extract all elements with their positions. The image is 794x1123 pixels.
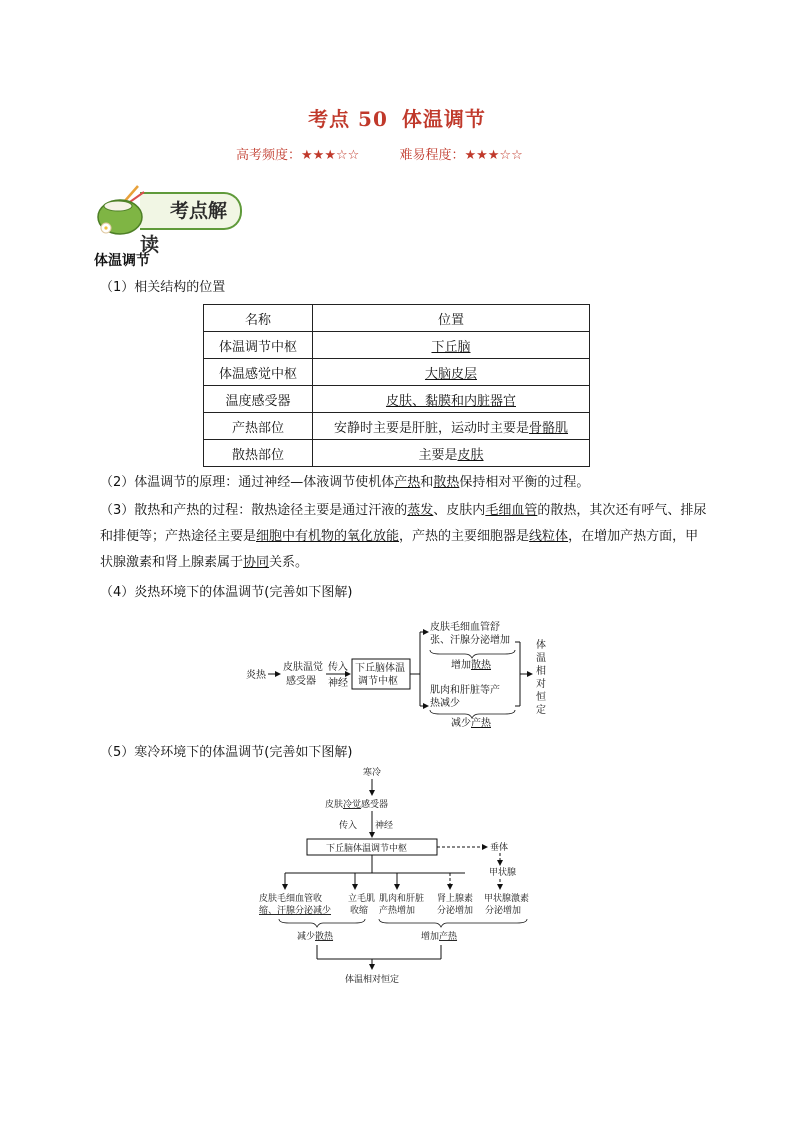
coconut-icon [94,184,150,236]
table-header-cell: 名称 [204,305,313,332]
cold-effect5-line2: 分泌增加 [485,906,522,916]
section-title: 体温调节 [94,253,150,269]
hot-result-char: 恒 [536,692,546,703]
answer-text: 大脑皮层 [424,366,477,382]
structure-table [203,304,590,467]
hot-result-char: 对 [536,679,546,690]
hot-effect2-line1: 肌肉和肝脏等产 [430,685,500,696]
hot-result-char: 定 [536,705,546,716]
cold-effect2-line2: 收缩 [350,906,369,916]
cold-nerve-label: 神经 [375,821,394,831]
cold-effect3-line1: 肌肉和肝脏 [379,894,425,904]
table-cell [313,359,590,386]
cell-text: 安静时主要是肝脏，运动时主要是 [333,420,529,436]
title-text: 体温调节 [401,107,486,131]
cold-afferent-label: 传入 [339,821,358,831]
item-3 [100,498,710,576]
section-banner [94,178,244,256]
table-row [204,332,590,359]
text-run: ，在增加产热方面，甲状腺激素和肾上腺素属于 [100,529,699,570]
hot-center-line1: 下丘脑体温 [355,663,405,674]
table-cell: 温度感受器 [204,386,313,413]
item-2 [100,474,589,492]
hot-result-char: 相 [536,666,546,677]
hot-afferent-label: 传入 [328,662,348,673]
hot-center-line2: 调节中枢 [358,676,398,687]
answer-text: 蒸发 [407,503,434,518]
cold-effect4-line1: 肾上腺素 [437,894,474,904]
title-number: 考点 50 [308,107,388,131]
hot-receptor-line1: 皮肤温觉 [283,662,323,673]
table-row [204,386,590,413]
difficulty-rating [399,144,522,163]
answer-text: 细胞中有机物的氧化放能 [256,529,400,544]
cold-effect1-line2: 缩、汗腺分泌减少 [259,906,332,916]
cold-result: 体温相对恒定 [345,975,400,985]
table-header-cell: 位置 [313,305,590,332]
cold-stimulus: 寒冷 [363,768,382,778]
table-cell: 产热部位 [204,413,313,440]
item-4: （4）炎热环境下的体温调节(完善如下图解) [100,585,353,600]
table-cell [313,440,590,467]
cold-effect3-line2: 产热增加 [379,906,416,916]
pituitary-label: 垂体 [490,843,509,853]
text-run: 和 [420,475,434,490]
table-cell: 体温感觉中枢 [204,359,313,386]
hot-nerve-label: 神经 [328,678,348,689]
answer-text: 线粒体 [529,529,569,544]
text-run: （2）体温调节的原理：通过神经—体液调节使机体 [100,475,395,490]
hot-effect1-line1: 皮肤毛细血管舒 [430,622,500,633]
text-run: ，产热的主要细胞器是 [399,529,530,544]
table-cell [313,332,590,359]
table-cell [313,413,590,440]
frequency-stars-icon: ★★★☆☆ [301,148,360,163]
ratings [236,144,559,163]
frequency-rating [236,144,359,163]
text-run: （3）散热和产热的过程：散热途径主要是通过汗液的 [100,503,408,518]
table-cell: 体温调节中枢 [204,332,313,359]
text-run: 保持相对平衡的过程。 [459,475,590,490]
difficulty-stars-icon: ★★★☆☆ [464,148,523,163]
cold-effect4-line2: 分泌增加 [437,906,474,916]
banner-label: 考点解读 [140,192,242,230]
cold-effect2-line1: 立毛肌 [348,894,376,904]
hot-regulation-diagram [240,612,560,730]
answer-text: 下丘脑 [431,339,471,355]
text-run: 的散热，其次还有呼气、排尿和排便等；产热途径主要是 [100,503,707,544]
text-run: 关系。 [269,555,309,570]
item-5: （5）寒冷环境下的体温调节(完善如下图解) [100,745,353,760]
hot-reduce-heat-production: 减少产热 [451,718,491,729]
hot-result-vertical-text [536,638,546,716]
answer-text: 皮肤、黏膜和内脏器官 [385,393,516,409]
cell-text: 主要是 [418,447,458,463]
cold-increase-heat-production: 增加产热 [421,932,458,942]
answer-text: 散热 [433,475,460,490]
hot-effect1-line2: 张、汗腺分泌增加 [430,635,510,646]
cold-center: 下丘脑体温调节中枢 [326,844,408,854]
cold-effect5-line1: 甲状腺激素 [484,894,530,904]
answer-text: 皮肤 [457,447,484,463]
thyroid-label: 甲状腺 [489,868,517,878]
hot-stimulus: 炎热 [246,670,266,681]
table-row [204,359,590,386]
table-cell: 散热部位 [204,440,313,467]
table-header-row [204,305,590,332]
cold-reduce-heat-loss: 减少散热 [297,932,334,942]
frequency-label: 高考频度： [236,148,302,163]
cold-regulation-diagram [255,765,545,990]
answer-text: 毛细血管 [485,503,538,518]
text-run: 、皮肤内 [433,503,486,518]
answer-text: 产热 [394,475,421,490]
hot-increase-heat-loss: 增加散热 [451,660,491,671]
page-title [0,103,794,132]
item-1: （1）相关结构的位置 [100,280,226,295]
cold-effect1-line1: 皮肤毛细血管收 [259,894,323,904]
table-row [204,413,590,440]
hot-result-char: 温 [536,653,546,664]
cold-receptor: 皮肤冷觉感受器 [325,800,389,810]
table-row [204,440,590,467]
difficulty-label: 难易程度： [399,148,465,163]
hot-effect2-line2: 热减少 [430,698,460,709]
answer-text: 协同 [243,555,270,570]
hot-result-char: 体 [536,640,546,651]
hot-receptor-line2: 感受器 [286,676,316,687]
answer-text: 骨骼肌 [529,420,569,436]
table-cell [313,386,590,413]
